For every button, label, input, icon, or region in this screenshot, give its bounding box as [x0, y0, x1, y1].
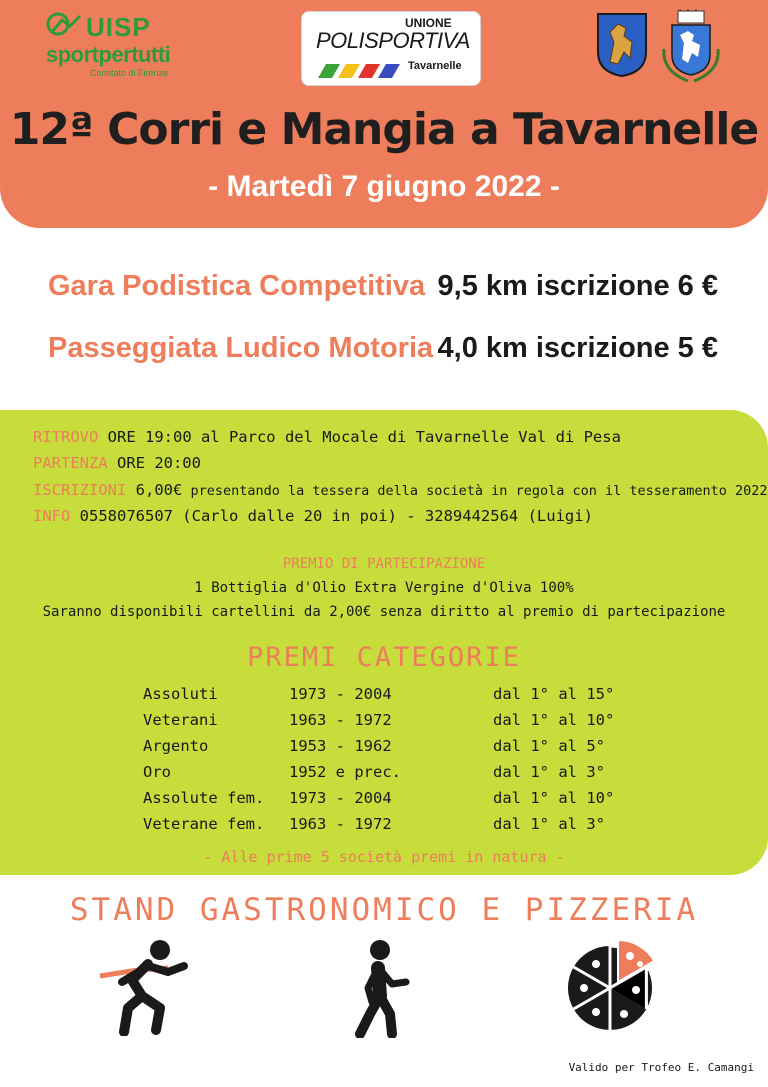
- runner-finish-icon: [98, 936, 190, 1036]
- iscrizioni-line: [33, 481, 768, 499]
- category-name: Argento: [143, 737, 209, 755]
- race-name: Passeggiata Ludico Motoria: [48, 332, 434, 364]
- ritrovo-text: ORE 19:00 al Parco del Mocale di Tavarnelle Val di Pesa: [98, 428, 621, 446]
- lion-crest-icon: [596, 12, 648, 78]
- uisp-tagline: sportpertutti: [46, 42, 171, 67]
- participation-title: PREMIO DI PARTECIPAZIONE: [282, 556, 486, 572]
- poli-unione: UNIONE: [405, 16, 452, 30]
- category-prizes: dal 1° al 5°: [493, 737, 605, 755]
- uisp-runner-icon: [46, 12, 82, 42]
- category-prizes: dal 1° al 3°: [493, 763, 605, 781]
- category-years: 1973 - 2004: [289, 789, 392, 807]
- pizza-icon: [566, 938, 658, 1032]
- iscrizioni-value: 6,00€: [126, 481, 183, 499]
- category-prizes: dal 1° al 3°: [493, 815, 605, 833]
- race-info: 4,0 km iscrizione 5 €: [437, 332, 718, 364]
- poli-town: Tavarnelle: [408, 60, 462, 72]
- event-title: 12ª Corri e Mangia a Tavarnelle: [9, 104, 759, 155]
- categories-title: PREMI CATEGORIE: [247, 642, 521, 673]
- uisp-name: UISP: [86, 12, 151, 42]
- event-date: - Martedì 7 giugno 2022 -: [208, 170, 560, 203]
- societies-note: - Alle prime 5 società premi in natura -: [203, 848, 565, 866]
- category-name: Oro: [143, 763, 171, 781]
- polisportiva-logo: [301, 11, 481, 86]
- race-name: Gara Podistica Competitiva: [48, 270, 426, 302]
- uisp-committee: Comitato di Firenze: [90, 68, 169, 78]
- partenza-text: ORE 20:00: [107, 454, 201, 472]
- participation-prize: 1 Bottiglia d'Olio Extra Vergine d'Oliva 100%: [194, 580, 574, 596]
- category-years: 1963 - 1972: [289, 815, 392, 833]
- partenza-label: PARTENZA: [33, 454, 108, 472]
- race-competitive: [48, 270, 728, 310]
- iscrizioni-label: ISCRIZIONI: [33, 481, 127, 499]
- info-label: INFO: [33, 507, 71, 525]
- iscrizioni-text: presentando la tessera della società in regola con il tesseramento 2022: [182, 483, 768, 499]
- category-name: Assolute fem.: [143, 789, 265, 807]
- header-banner: [0, 0, 768, 228]
- race-info: 9,5 km iscrizione 6 €: [437, 270, 718, 302]
- partenza-line: [33, 454, 201, 472]
- uisp-logo: [46, 12, 196, 78]
- poli-stripes-icon: [314, 64, 406, 78]
- category-prizes: dal 1° al 15°: [493, 685, 615, 703]
- category-prizes: dal 1° al 10°: [493, 711, 615, 729]
- stand-title: STAND GASTRONOMICO E PIZZERIA: [69, 892, 699, 928]
- category-years: 1953 - 1962: [289, 737, 392, 755]
- category-years: 1952 e prec.: [289, 763, 401, 781]
- ritrovo-label: RITROVO: [33, 428, 99, 446]
- info-text: 0558076507 (Carlo dalle 20 in poi) - 3289442564 (Luigi): [70, 507, 593, 525]
- category-name: Veterane fem.: [143, 815, 265, 833]
- ritrovo-line: [33, 428, 621, 446]
- info-line: [33, 507, 593, 525]
- walker-icon: [350, 938, 416, 1038]
- poli-name: POLISPORTIVA: [316, 28, 470, 53]
- town-coat-of-arms-icon: [658, 9, 724, 83]
- footer-note: Valido per Trofeo E. Camangi: [568, 1061, 754, 1074]
- category-name: Assoluti: [143, 685, 218, 703]
- category-name: Veterani: [143, 711, 218, 729]
- participation-note: Saranno disponibili cartellini da 2,00€ senza diritto al premio di partecipazione: [42, 604, 726, 620]
- category-prizes: dal 1° al 10°: [493, 789, 615, 807]
- category-years: 1963 - 1972: [289, 711, 392, 729]
- race-walk: [48, 332, 728, 372]
- category-years: 1973 - 2004: [289, 685, 392, 703]
